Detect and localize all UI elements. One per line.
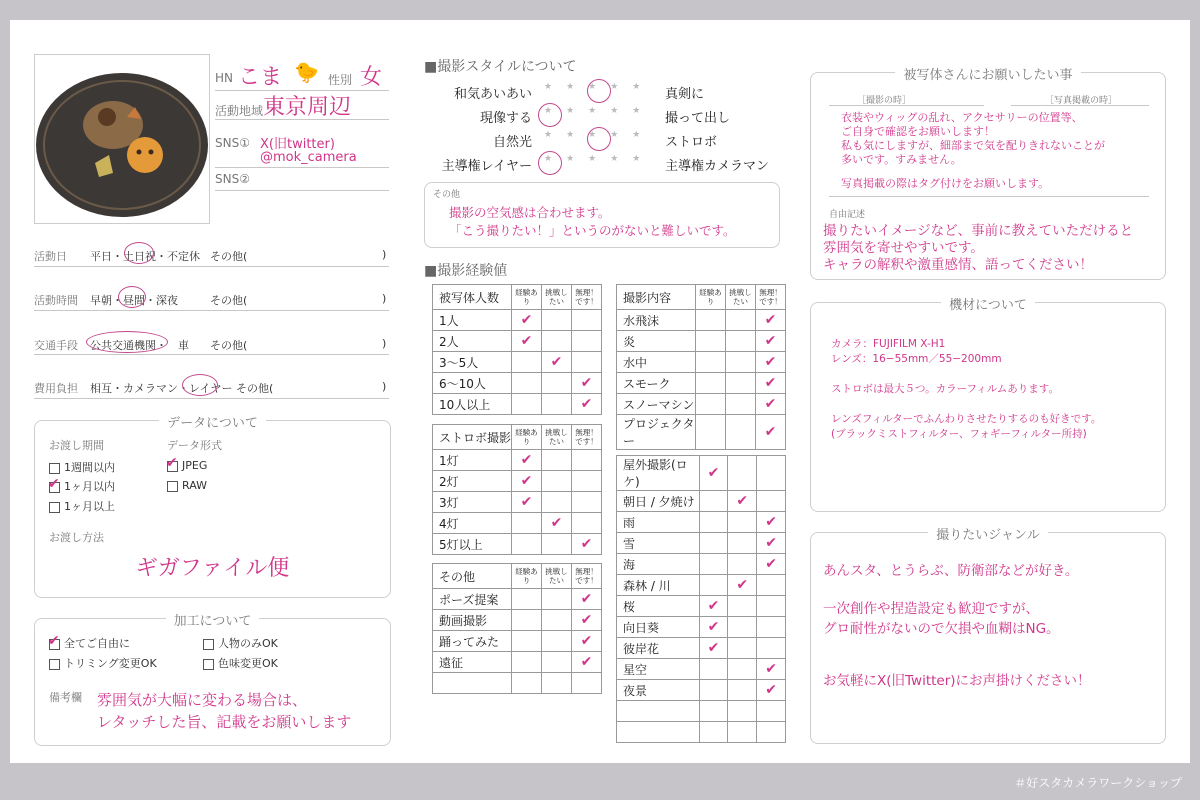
period-option-1: 1週間以内 <box>49 459 115 475</box>
table-row: ポーズ提案 ✔ <box>433 589 602 610</box>
style-right-2: 撮って出し <box>665 111 731 126</box>
footer-hashtag: ＃好スタカメラワークショップ <box>1014 776 1182 790</box>
transport-other: その他( <box>210 339 248 352</box>
days-selected-circle <box>124 242 154 264</box>
time-other: その他( <box>210 294 248 307</box>
shoot-label: ［撮影の時］ <box>857 96 912 106</box>
processing-title: 加工について <box>166 614 260 629</box>
table-row: 雪 ✔ <box>617 533 786 554</box>
style-mark-4 <box>538 151 562 175</box>
sns2-label: SNS② <box>215 172 250 186</box>
format-label: データ形式 <box>167 439 222 452</box>
cost-label: 費用負担 <box>34 382 78 395</box>
table-row: 踊ってみた ✔ <box>433 631 602 652</box>
experience-table-content: 撮影内容 経験あり 挑戦したい 無理！です！ 水飛沫 ✔ 炎 ✔ 水中 ✔ スモーク ✔ スノーマシン ✔ プロジェクター ✔ <box>616 284 786 450</box>
gender-label: 性別 <box>328 73 353 87</box>
proc-option-2: 人物のみOK <box>203 635 278 651</box>
remarks-label: 備考欄 <box>49 691 82 704</box>
table-header: その他 <box>433 564 512 589</box>
style-right-4: 主導権カメラマン <box>665 159 770 174</box>
style-mark-3 <box>587 127 611 151</box>
style-left-3: 自然光 <box>492 135 532 150</box>
sns1-service: X(旧twitter) <box>260 137 335 152</box>
genre-line-2: 一次創作や捏造設定も歓迎ですが、 <box>823 601 1039 617</box>
style-other-line-1: 撮影の空気感は合わせます。 <box>449 205 611 220</box>
table-row: 水飛沫 ✔ <box>617 310 786 331</box>
style-other-line-2: 「こう撮りたい！」というのがないと難しいです。 <box>449 223 736 238</box>
period-option-3: 1ヶ月以上 <box>49 498 115 514</box>
time-options: 早朝・昼間・深夜 <box>90 294 178 307</box>
experience-table-strobe: ストロボ撮影 経験あり 挑戦したい 無理！です！ 1灯 ✔ 2灯 ✔ 3灯 ✔ 4灯 ✔ 5灯以上 ✔ <box>432 424 602 555</box>
format-option-raw: RAW <box>167 479 207 492</box>
table-header: 被写体人数 <box>433 285 512 310</box>
experience-table-other: その他 経験あり 挑戦したい 無理！です！ ポーズ提案 ✔ 動画撮影 ✔ 踊ってみた ✔ 遠征 ✔ <box>432 563 602 694</box>
data-section-title: データについて <box>159 416 266 431</box>
table-row: 彼岸花 ✔ <box>617 638 786 659</box>
days-options: 平日・土日祝・不定休 <box>90 250 200 263</box>
proc-option-4: 色味変更OK <box>203 655 278 671</box>
style-other-box <box>424 182 780 248</box>
genre-title: 撮りたいジャンル <box>928 528 1047 543</box>
style-right-1: 真剣に <box>665 87 705 102</box>
area-label: 活動地域 <box>215 104 264 118</box>
time-label: 活動時間 <box>34 294 78 307</box>
table-row: 2灯 ✔ <box>433 471 602 492</box>
proc-option-1: ✔ 全てご自由に <box>48 632 130 650</box>
gender-value: 女 <box>360 65 383 90</box>
table-row: 森林 / 川 ✔ <box>617 575 786 596</box>
format-option-jpeg: ✔ JPEG <box>166 454 208 472</box>
table-row: 3～5人 ✔ <box>433 352 602 373</box>
table-row: 1人 ✔ <box>433 310 602 331</box>
chick-icon: 🐤 <box>294 60 319 84</box>
cost-options: 相互・カメラマン・レイヤー <box>90 382 233 395</box>
experience-table-outdoor: 屋外撮影(ロケ) ✔ 朝日 / 夕焼け ✔ 雨 ✔ 雪 ✔ 海 ✔ 森林 / 川 ✔ 桜 ✔ 向日葵 ✔ 彼岸花 ✔ 星空 ✔ 夜景 ✔ <box>616 455 786 743</box>
period-option-2: ✔ 1ヶ月以内 <box>48 475 115 493</box>
genre-line-1: あんスタ、とうらぶ、防衛部などが好き。 <box>823 563 1079 579</box>
free-lines: 撮りたいイメージなど、事前に教えていただけると 雰囲気を寄せやすいです。 キャラの解釈や激重感情、語ってください！ <box>823 223 1134 273</box>
table-row: 5灯以上 ✔ <box>433 534 602 555</box>
free-label: 自由記述 <box>829 210 866 220</box>
publish-line: 写真掲載の際はタグ付けをお願いします。 <box>841 177 1050 190</box>
period-label: お渡し期間 <box>49 439 104 452</box>
style-left-2: 現像する <box>479 111 532 126</box>
table-row: 3灯 ✔ <box>433 492 602 513</box>
style-other-label: その他 <box>433 190 461 200</box>
style-title: ■撮影スタイルについて <box>424 59 577 75</box>
requests-section <box>810 68 1166 280</box>
style-left-1: 和気あいあい <box>453 87 532 102</box>
filter-line-2: (ブラックミストフィルター、フォギーフィルター所持) <box>831 428 1087 440</box>
table-row: 夜景 ✔ <box>617 680 786 701</box>
transport-options: 公共交通機関・ 車 <box>90 339 189 352</box>
profile-photo <box>34 54 210 224</box>
genre-line-4: お気軽にX(旧Twitter)にお声掛けください！ <box>823 673 1091 689</box>
table-row: 向日葵 ✔ <box>617 617 786 638</box>
profile-sheet: HN こま 🐤 性別 女 活動地域 東京周辺 SNS① X(旧twitter) @mok_camera SNS② 活動日 平日・土日祝・不定休 その他( ) 活動時間 早朝・昼間・深夜 その他( ) 交通手段 公共交通機関・ 車 その他( ) 費用負担 相互・カメラマン・レイヤー その他( ) データについて お渡し期間 1週間以内 ✔ 1ヶ月以内 1ヶ月以上 データ形式 ✔ JPEG RAW お渡し方法 ギガファイル便 加工について ✔ 全てご自由に 人物のみOK トリミング変更OK 色味変更OK 備考欄 雰囲気が大幅に変わる場合は、 レタッチした旨、記載をお願いします ■撮影スタイルについて 和気あいあい 現像する 自然光 主導権レイヤー ★★★★★ ★★★★★ ★★★★★ ★★★★★ 真剣に 撮って出し ストロボ 主導権カメラマン その他 撮影の空気感は合わせます。 「こう撮りたい！」というのがないと難しいです。 ■撮影経験値 被写体人数 経験あり 挑戦したい 無理！です！ 1人 ✔ 2人 ✔ 3～5人 ✔ 6～10人 ✔ 10人以上 ✔ ストロボ撮影 経験あり 挑戦したい 無理！です！ 1灯 ✔ 2灯 ✔ 3灯 ✔ 4灯 ✔ 5灯以上 ✔ その他 経験あり 挑戦したい 無理！です！ ポーズ提案 ✔ 動画撮影 ✔ 踊ってみた ✔ 遠征 ✔ 撮影内容 経験あり 挑戦したい 無理！です！ 水飛沫 ✔ 炎 ✔ 水中 ✔ スモーク ✔ スノーマシン ✔ プロジェクター ✔ 屋外撮影(ロケ) ✔ 朝日 / 夕焼け ✔ 雨 ✔ 雪 ✔ 海 ✔ 森林 / 川 ✔ 桜 ✔ 向日葵 ✔ 彼岸花 ✔ 星空 ✔ 夜景 ✔ 被写体さんにお願いしたい事 ［撮影の時］ ［写真掲載の時］ 衣装やウィッグの乱れ、アクセサリーの位置等、 ご自身で確認をお願いします！ 私も気にしますが、細部まで気を配りきれないことが 多いです。すみません。 写真掲載の際はタグ付けをお願いします。 自由記述 撮りたいイメージなど、事前に教えていただけると 雰囲気を寄せやすいです。 キャラの解釈や激重感情、語ってください！ 機材について カメラ：FUJIFILM X-H1 レンズ：16−55mm／55−200mm ストロボは最大５つ。カラーフィルムあります。 レンズフィルターでふんわりさせたりするのも好きです。 (ブラックミストフィルター、フォギーフィルター所持) 撮りたいジャンル あんスタ、とうらぶ、防衛部などが好き。 一次創作や捏造設定も歓迎ですが、 グロ耐性がないので欠損や血糊はNG。 お気軽にX(旧Twitter)にお声掛けください！ <box>10 20 1190 763</box>
days-label: 活動日 <box>34 250 67 263</box>
table-row: スモーク ✔ <box>617 373 786 394</box>
table-header: 撮影内容 <box>617 285 696 310</box>
style-mark-2 <box>538 103 562 127</box>
table-row: 4灯 ✔ <box>433 513 602 534</box>
table-header: 屋外撮影(ロケ) <box>617 456 700 491</box>
cost-selected-circle <box>182 374 218 396</box>
experience-table-subjects: 被写体人数 経験あり 挑戦したい 無理！です！ 1人 ✔ 2人 ✔ 3～5人 ✔ 6～10人 ✔ 10人以上 ✔ <box>432 284 602 415</box>
strobe-line: ストロボは最大５つ。カラーフィルムあります。 <box>831 383 1059 395</box>
table-row: 炎 ✔ <box>617 331 786 352</box>
table-row: 遠征 ✔ <box>433 652 602 673</box>
proc-option-3: トリミング変更OK <box>49 655 157 671</box>
genre-section <box>810 528 1166 744</box>
camera-line: カメラ：FUJIFILM X-H1 <box>831 338 946 350</box>
genre-line-3: グロ耐性がないので欠損や血糊はNG。 <box>823 621 1060 637</box>
data-section <box>34 416 391 598</box>
style-right-3: ストロボ <box>665 135 718 150</box>
table-row: 朝日 / 夕焼け ✔ <box>617 491 786 512</box>
days-other: その他( <box>210 250 248 263</box>
requests-lines: 衣装やウィッグの乱れ、アクセサリーの位置等、 ご自身で確認をお願いします！ 私も気にしますが、細部まで気を配りきれないことが 多いです。すみません。 写真掲載の際はタグ付けをお願いします。 <box>841 111 1105 190</box>
table-row: 海 ✔ <box>617 554 786 575</box>
requests-title: 被写体さんにお願いしたい事 <box>895 68 1080 83</box>
table-row: 6～10人 ✔ <box>433 373 602 394</box>
dessert-photo <box>35 55 209 223</box>
method-value: ギガファイル便 <box>135 556 290 581</box>
remarks-line-2: レタッチした旨、記載をお願いします <box>97 713 352 731</box>
processing-section <box>34 614 391 746</box>
table-row: スノーマシン ✔ <box>617 394 786 415</box>
table-header: ストロボ撮影 <box>433 425 512 450</box>
time-selected-circle <box>118 286 146 308</box>
table-row: 星空 ✔ <box>617 659 786 680</box>
style-left-4: 主導権レイヤー <box>441 159 532 174</box>
hn-value: こま <box>238 65 283 90</box>
table-row: 雨 ✔ <box>617 512 786 533</box>
table-row: プロジェクター ✔ <box>617 415 786 450</box>
table-row: 1灯 ✔ <box>433 450 602 471</box>
equipment-title: 機材について <box>941 298 1035 313</box>
transport-selected-circle <box>86 331 168 353</box>
table-row: 動画撮影 ✔ <box>433 610 602 631</box>
style-stars: ★★★★★ ★★★★★ ★★★★★ ★★★★★ <box>544 82 655 164</box>
area-value: 東京周辺 <box>263 95 352 120</box>
sns1-handle: @mok_camera <box>260 150 357 165</box>
cost-other: その他( <box>236 382 274 395</box>
filter-line-1: レンズフィルターでふんわりさせたりするのも好きです。 <box>831 413 1102 425</box>
lens-line: レンズ：16−55mm／55−200mm <box>831 353 1002 365</box>
table-row: 2人 ✔ <box>433 331 602 352</box>
table-row: 桜 ✔ <box>617 596 786 617</box>
equipment-section <box>810 298 1166 512</box>
transport-label: 交通手段 <box>34 339 78 352</box>
remarks-line-1: 雰囲気が大幅に変わる場合は、 <box>97 691 308 709</box>
method-label: お渡し方法 <box>49 531 104 544</box>
table-row: 10人以上 ✔ <box>433 394 602 415</box>
experience-title: ■撮影経験値 <box>424 263 508 279</box>
style-mark-1 <box>587 79 611 103</box>
sns1-label: SNS① <box>215 136 250 150</box>
table-row: 水中 ✔ <box>617 352 786 373</box>
publish-label: ［写真掲載の時］ <box>1045 96 1118 106</box>
equipment-lines <box>831 337 1101 442</box>
hn-label: HN <box>215 71 233 85</box>
